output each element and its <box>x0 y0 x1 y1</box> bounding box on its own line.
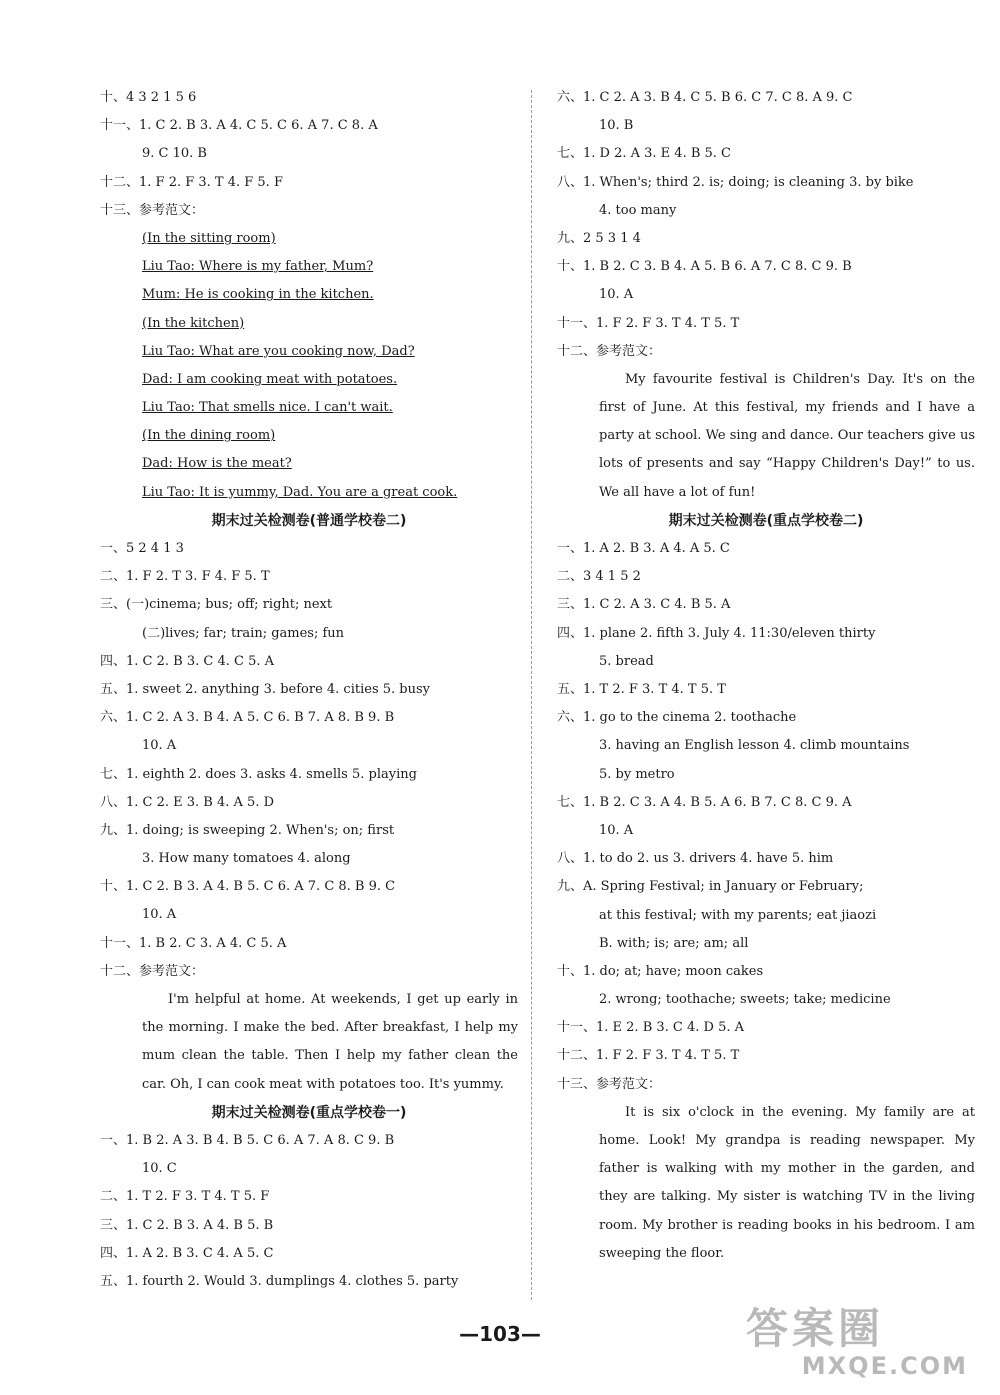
answer-line <box>557 169 975 197</box>
answer-line-continued <box>100 479 518 507</box>
answer-line <box>557 84 975 112</box>
answer-text: 10. A <box>142 738 177 754</box>
answer-text: 七、1. eighth 2. does 3. asks 4. smells 5. playing <box>100 766 417 782</box>
answer-line <box>557 535 975 563</box>
answer-text: (In the kitchen) <box>142 315 245 331</box>
answer-line <box>557 310 975 338</box>
answer-text: 一、5 2 4 1 3 <box>100 541 184 556</box>
answer-text: 四、1. plane 2. fifth 3. July 4. 11:30/eleven thirty <box>557 625 876 641</box>
answer-line <box>100 169 518 197</box>
answer-line-continued <box>557 761 975 789</box>
answer-text: 二、1. F 2. T 3. F 4. F 5. T <box>100 569 270 585</box>
answer-line <box>100 958 518 986</box>
answer-text: Dad: How is the meat? <box>142 456 292 472</box>
answer-text: 五、1. fourth 2. Would 3. dumplings 4. clothes 5. party <box>100 1273 459 1289</box>
answer-line <box>100 930 518 958</box>
section-heading: 期末过关检测卷(重点学校卷二) <box>668 512 864 529</box>
answer-line-continued <box>100 281 518 309</box>
answer-line-continued <box>557 112 975 140</box>
answer-text: 九、2 5 3 1 4 <box>557 230 641 246</box>
answer-text: 八、1. to do 2. us 3. drivers 4. have 5. him <box>557 851 834 867</box>
answer-text: 十三、参考范文： <box>100 202 205 218</box>
answer-text: 二、3 4 1 5 2 <box>557 569 641 585</box>
right-column <box>557 84 975 1268</box>
answer-line-continued <box>100 620 518 648</box>
answer-text: (二)lives; far; train; games; fun <box>142 625 345 641</box>
answer-text: Dad: I am cooking meat with potatoes. <box>142 371 398 387</box>
answer-line <box>557 620 975 648</box>
answer-text: 3. How many tomatoes 4. along <box>142 851 351 867</box>
answer-line <box>100 112 518 140</box>
answer-line <box>557 845 975 873</box>
answer-line-continued <box>100 1155 518 1183</box>
answer-text: 十一、1. C 2. B 3. A 4. C 5. C 6. A 7. C 8. A <box>100 118 378 134</box>
answer-text: 十二、1. F 2. F 3. T 4. T 5. T <box>557 1048 740 1064</box>
answer-line-continued <box>100 901 518 929</box>
answer-text: at this festival; with my parents; eat jiaozi <box>599 907 877 923</box>
column-divider <box>531 90 532 1300</box>
answer-line <box>557 789 975 817</box>
answer-line <box>557 1071 975 1099</box>
answer-text: B. with; is; are; am; all <box>599 935 749 951</box>
answer-line-continued <box>100 732 518 760</box>
answer-line-continued <box>557 732 975 760</box>
sample-essay <box>557 1099 975 1268</box>
answer-text: 十、1. do; at; have; moon cakes <box>557 963 764 979</box>
sample-essay <box>100 986 518 1099</box>
answer-text: 一、1. A 2. B 3. A 4. A 5. C <box>557 541 730 557</box>
answer-text: 十一、1. B 2. C 3. A 4. C 5. A <box>100 935 287 951</box>
section-heading: 期末过关检测卷(重点学校卷一) <box>211 1104 407 1121</box>
answer-text: 四、1. A 2. B 3. C 4. A 5. C <box>100 1245 274 1261</box>
answer-text: 10. A <box>142 907 177 923</box>
answer-line-continued <box>557 986 975 1014</box>
answer-line <box>557 873 975 901</box>
answer-text: 十一、1. E 2. B 3. C 4. D 5. A <box>557 1020 745 1036</box>
answer-text: 3. having an English lesson 4. climb mountains <box>599 738 910 754</box>
essay-text: I'm helpful at home. At weekends, I get up early in the morning. I make the bed. After breakfast, I help my mum clean the table. Then I help my father clean the car. Oh, I can cook meat with potatoes too. It's yummy. <box>142 992 518 1092</box>
answer-text: 八、1. When's; third 2. is; doing; is cleaning 3. by bike <box>557 174 914 190</box>
answer-line <box>100 1268 518 1296</box>
answer-text: 十二、1. F 2. F 3. T 4. F 5. F <box>100 174 283 190</box>
answer-line-continued <box>100 366 518 394</box>
answer-text: 10. A <box>599 287 634 303</box>
sample-essay <box>557 366 975 507</box>
answer-text: 10. A <box>599 822 634 838</box>
answer-text: 十、1. C 2. B 3. A 4. B 5. C 6. A 7. C 8. B 9. C <box>100 879 396 895</box>
essay-text: My favourite festival is Children's Day. It's on the first of June. At this festival, my friends and I have a party at school. We sing and dance. Our teachers give us lots of presents and say “Happy Children's Day!” to us. We all have a lot of fun! <box>599 371 975 500</box>
answer-line-continued <box>557 648 975 676</box>
answer-line <box>100 197 518 225</box>
answer-text: 三、1. C 2. B 3. A 4. B 5. B <box>100 1217 274 1233</box>
answer-line-continued <box>100 310 518 338</box>
answer-line <box>100 648 518 676</box>
answer-text: 四、1. C 2. B 3. C 4. C 5. A <box>100 653 274 669</box>
answer-line <box>557 1042 975 1070</box>
answer-line <box>557 591 975 619</box>
section-heading: 期末过关检测卷(普通学校卷二) <box>211 512 407 529</box>
answer-line <box>100 761 518 789</box>
left-column <box>100 84 518 1296</box>
answer-text: 5. bread <box>599 653 654 669</box>
answer-text: 五、1. sweet 2. anything 3. before 4. cities 5. busy <box>100 681 430 697</box>
answer-text: (In the sitting room) <box>142 230 276 246</box>
answer-line <box>100 563 518 591</box>
answer-line <box>100 1183 518 1211</box>
answer-line <box>557 563 975 591</box>
answer-line <box>557 704 975 732</box>
answer-line-continued <box>100 394 518 422</box>
answer-text: Liu Tao: It is yummy, Dad. You are a great cook. <box>142 484 458 500</box>
essay-text: It is six o'clock in the evening. My family are at home. Look! My grandpa is reading newspaper. My father is walking with my mother in the garden, and they are talking. My sister is watching TV in the living room. My brother is reading books in his bedroom. I am sweeping the floor. <box>599 1104 975 1261</box>
answer-line <box>100 535 518 563</box>
answer-text: Liu Tao: That smells nice. I can't wait. <box>142 400 393 416</box>
answer-text: 十、4 3 2 1 5 6 <box>100 90 197 105</box>
answer-text: 10. B <box>599 118 634 134</box>
answer-line-continued <box>557 281 975 309</box>
answer-text: 六、1. C 2. A 3. B 4. C 5. B 6. C 7. C 8. A 9. C <box>557 90 853 105</box>
answer-line-continued <box>100 253 518 281</box>
watermark-logo <box>746 1306 976 1386</box>
answer-text: 八、1. C 2. E 3. B 4. A 5. D <box>100 794 275 810</box>
answer-text: 十二、参考范文： <box>557 343 662 359</box>
answer-line <box>100 1127 518 1155</box>
answer-line <box>100 1240 518 1268</box>
answer-text: 4. too many <box>599 202 677 218</box>
answer-line-continued <box>557 197 975 225</box>
answer-line-continued <box>100 422 518 450</box>
answer-text: 9. C 10. B <box>142 146 207 162</box>
answer-text: 九、A. Spring Festival; in January or February; <box>557 879 864 895</box>
page-number: —103— <box>459 1322 541 1346</box>
answer-text: 5. by metro <box>599 766 675 782</box>
answer-text: 三、1. C 2. A 3. C 4. B 5. A <box>557 597 731 613</box>
answer-line-continued <box>100 225 518 253</box>
answer-line <box>100 817 518 845</box>
answer-text: 十二、参考范文： <box>100 963 205 979</box>
answer-line <box>100 704 518 732</box>
answer-line <box>100 789 518 817</box>
answer-line <box>557 140 975 168</box>
answer-text: 二、1. T 2. F 3. T 4. T 5. F <box>100 1189 270 1205</box>
answer-text: 十、1. B 2. C 3. B 4. A 5. B 6. A 7. C 8. C 9. B <box>557 259 852 275</box>
answer-line-continued <box>100 140 518 168</box>
answer-text: Liu Tao: What are you cooking now, Dad? <box>142 343 415 359</box>
answer-text: 六、1. C 2. A 3. B 4. A 5. C 6. B 7. A 8. B 9. B <box>100 710 395 726</box>
answer-text: 一、1. B 2. A 3. B 4. B 5. C 6. A 7. A 8. C 9. B <box>100 1133 395 1148</box>
answer-line-continued <box>100 845 518 873</box>
answer-line <box>100 84 518 112</box>
answer-text: 2. wrong; toothache; sweets; take; medicine <box>599 992 891 1008</box>
answer-text: Mum: He is cooking in the kitchen. <box>142 287 374 303</box>
answer-text: 五、1. T 2. F 3. T 4. T 5. T <box>557 682 726 698</box>
answer-line <box>557 253 975 281</box>
answer-line <box>100 676 518 704</box>
answer-line <box>557 225 975 253</box>
watermark-domain: MXQE.COM <box>801 1352 968 1380</box>
answer-line <box>100 873 518 901</box>
answer-text: 七、1. D 2. A 3. E 4. B 5. C <box>557 146 732 162</box>
answer-text: 十三、参考范文： <box>557 1076 662 1092</box>
answer-line <box>557 676 975 704</box>
answer-text: 七、1. B 2. C 3. A 4. B 5. A 6. B 7. C 8. C 9. A <box>557 794 852 810</box>
answer-text: 六、1. go to the cinema 2. toothache <box>557 710 797 726</box>
answer-text: 三、(一)cinema; bus; off; right; next <box>100 597 333 613</box>
answer-line <box>557 1014 975 1042</box>
watermark-main: 答案圈 <box>746 1304 885 1353</box>
answer-text: 十一、1. F 2. F 3. T 4. T 5. T <box>557 315 740 331</box>
answer-line-continued <box>100 450 518 478</box>
answer-line-continued <box>100 338 518 366</box>
answer-line <box>100 1212 518 1240</box>
answer-text: (In the dining room) <box>142 428 276 444</box>
answer-line <box>557 338 975 366</box>
answer-text: 10. C <box>142 1161 177 1177</box>
answer-line-continued <box>557 930 975 958</box>
answer-text: 九、1. doing; is sweeping 2. When's; on; first <box>100 822 395 838</box>
answer-line-continued <box>557 817 975 845</box>
answer-line-continued <box>557 902 975 930</box>
answer-line <box>100 591 518 619</box>
answer-text: Liu Tao: Where is my father, Mum? <box>142 259 374 275</box>
answer-line <box>557 958 975 986</box>
